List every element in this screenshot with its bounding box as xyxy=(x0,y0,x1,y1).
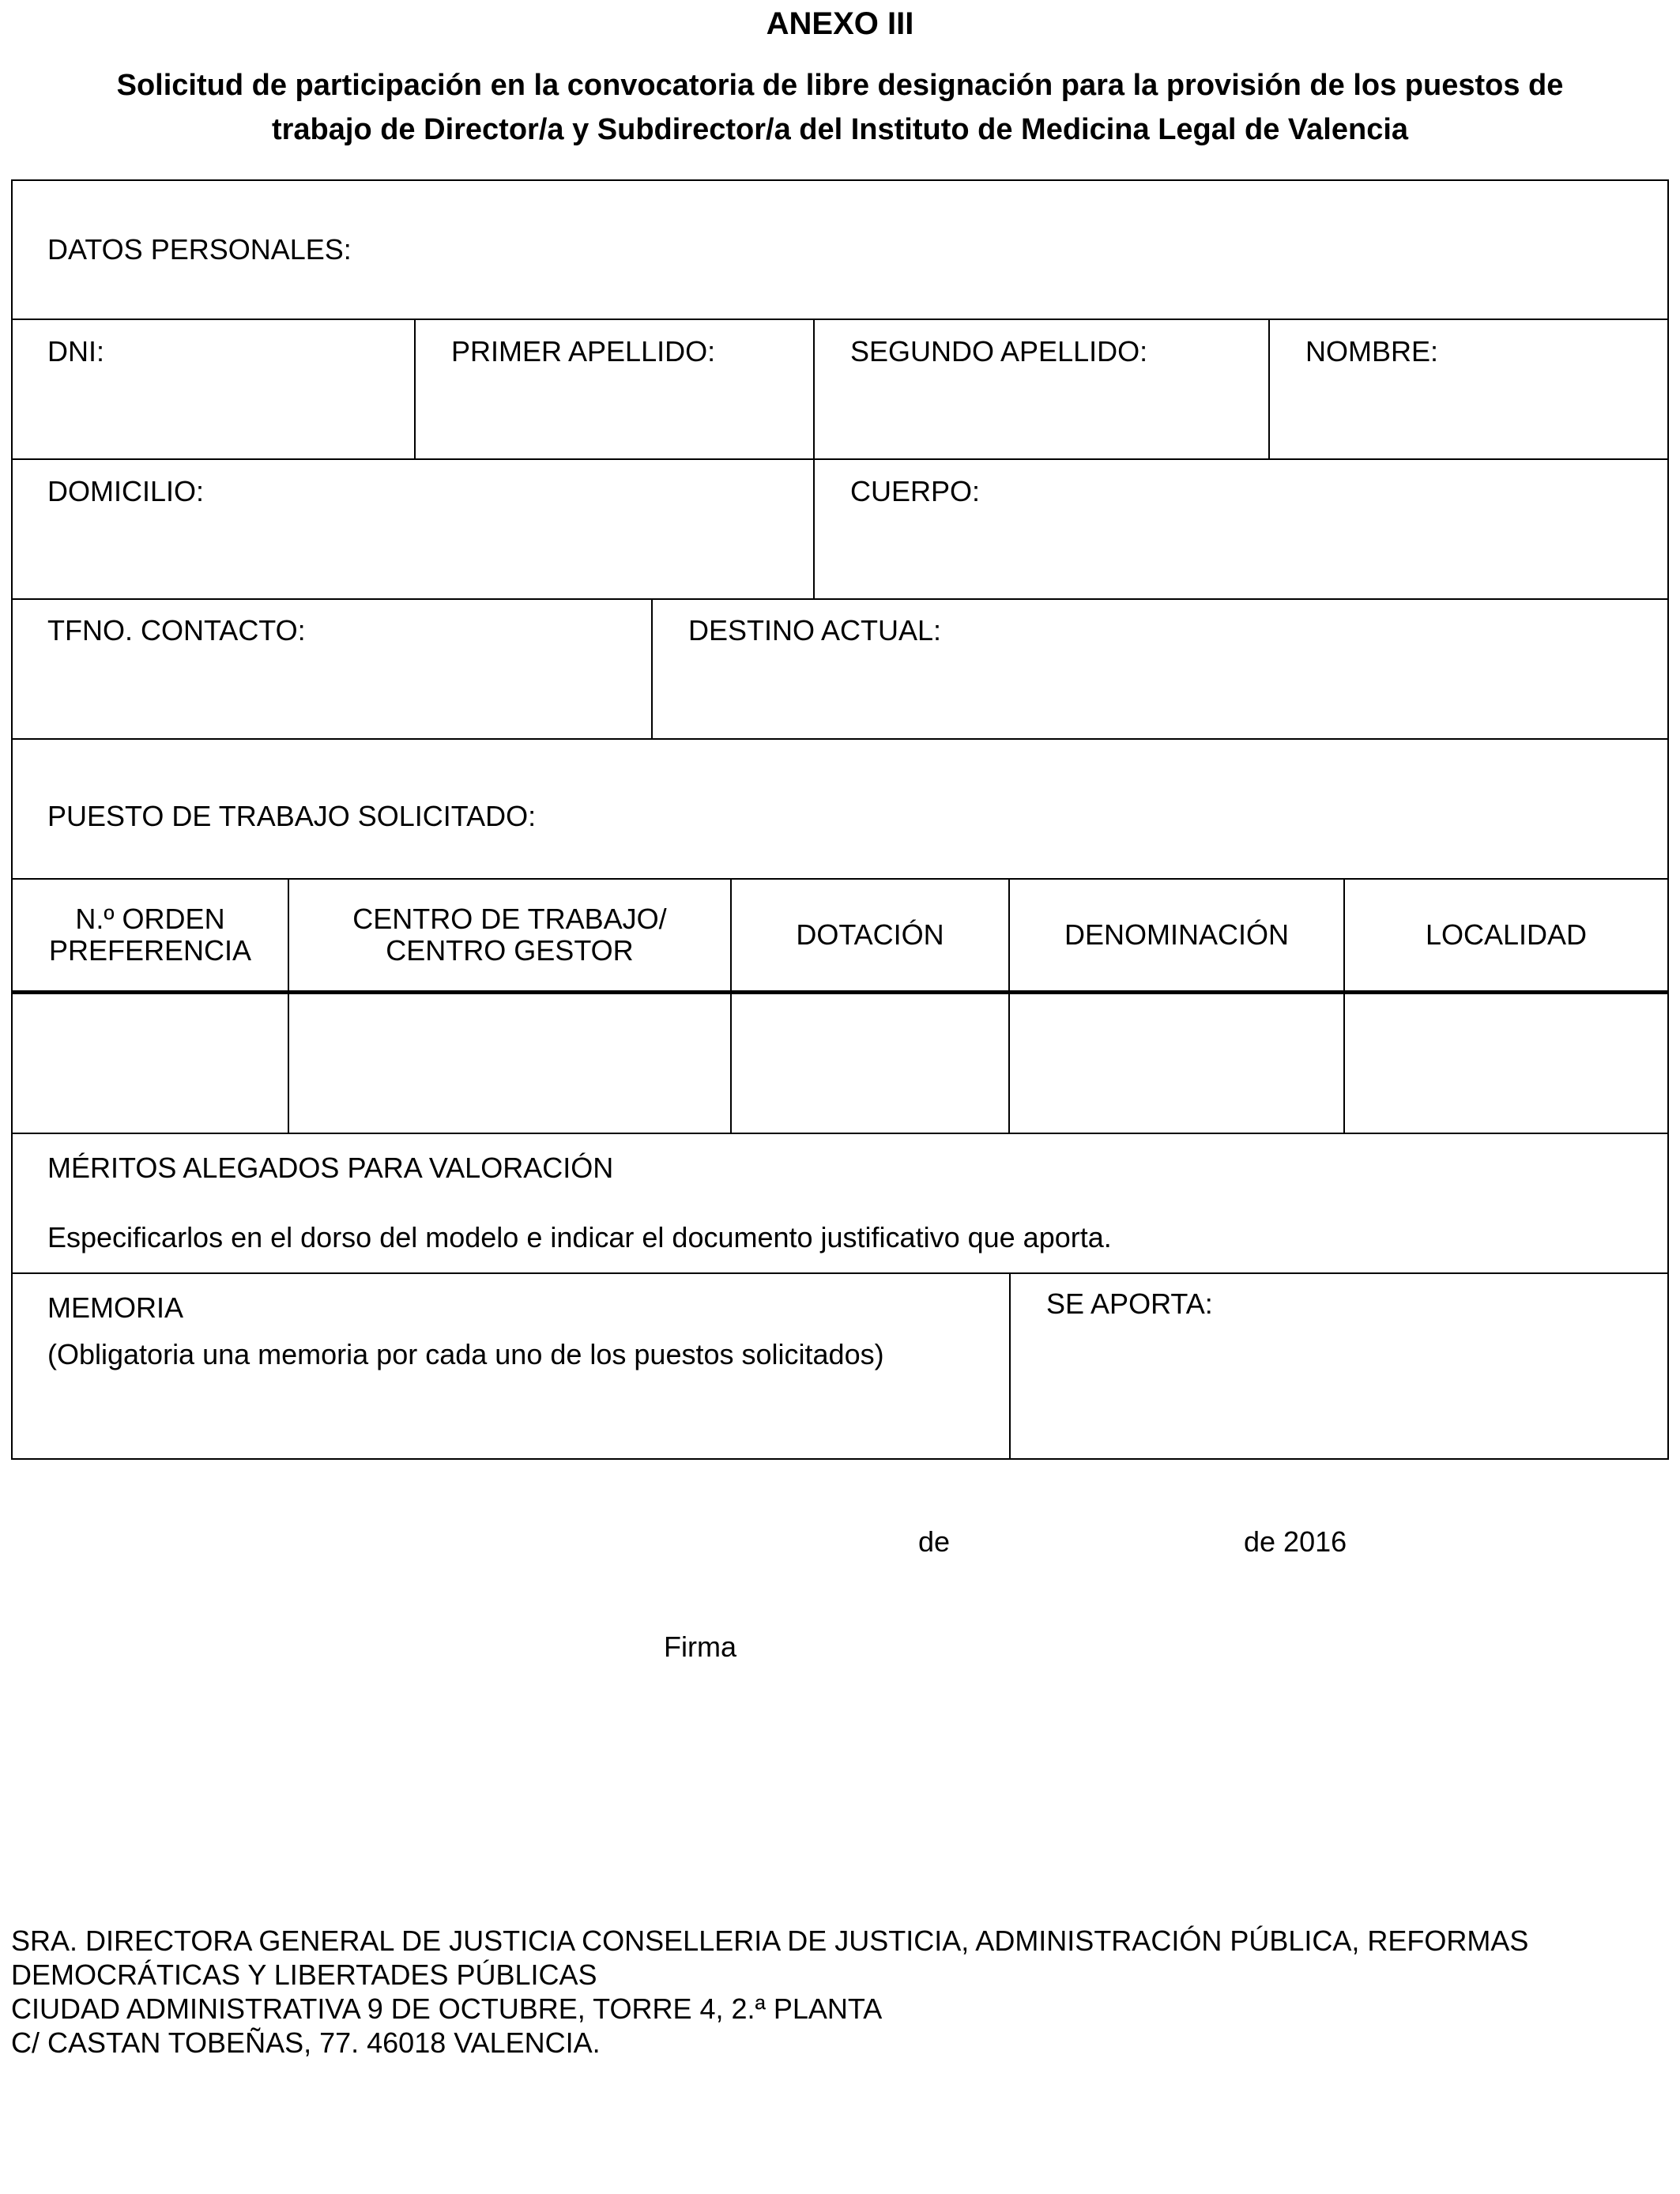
table-cell-localidad[interactable] xyxy=(1345,994,1667,1133)
memoria-title: MEMORIA xyxy=(47,1291,184,1324)
primer-apellido-field[interactable]: PRIMER APELLIDO: xyxy=(451,335,716,368)
row-divider xyxy=(11,598,1669,600)
document-subtitle xyxy=(0,63,1680,152)
row-divider xyxy=(11,458,1669,460)
row-divider xyxy=(11,1272,1669,1274)
memoria-note: (Obligatoria una memoria por cada uno de los puestos solicitados) xyxy=(47,1338,884,1370)
row-divider xyxy=(11,738,1669,740)
header-orden-preferencia: N.º ORDEN PREFERENCIA xyxy=(48,903,252,967)
table-cell-centro[interactable] xyxy=(289,994,730,1133)
form-border-bottom xyxy=(11,1458,1669,1460)
date-year-label: de 2016 xyxy=(1244,1525,1347,1558)
cuerpo-field[interactable]: CUERPO: xyxy=(850,475,981,507)
telefono-field[interactable]: TFNO. CONTACTO: xyxy=(47,614,306,647)
address-line: C/ CASTAN TOBEÑAS, 77. 46018 VALENCIA. xyxy=(11,2026,601,2059)
puesto-solicitado-label: PUESTO DE TRABAJO SOLICITADO: xyxy=(47,800,537,832)
addressee-block xyxy=(11,1924,1528,2060)
date-de-label: de xyxy=(918,1525,951,1558)
meritos-title: MÉRITOS ALEGADOS PARA VALORACIÓN xyxy=(47,1152,614,1184)
datos-personales-label: DATOS PERSONALES: xyxy=(47,233,352,266)
header-dotacion: DOTACIÓN xyxy=(796,918,944,952)
header-denominacion: DENOMINACIÓN xyxy=(1064,918,1289,952)
header-centro-trabajo: CENTRO DE TRABAJO/ CENTRO GESTOR xyxy=(352,903,667,967)
segundo-apellido-field[interactable]: SEGUNDO APELLIDO: xyxy=(850,335,1148,368)
table-cell-orden[interactable] xyxy=(13,994,288,1133)
row-divider xyxy=(11,1133,1669,1134)
dni-field[interactable]: DNI: xyxy=(47,335,104,368)
destino-actual-field[interactable]: DESTINO ACTUAL: xyxy=(688,614,942,647)
subtitle-line-2: trabajo de Director/a y Subdirector/a del Instituto de Medicina Legal de Valencia xyxy=(271,113,1409,146)
address-line: DEMOCRÁTICAS Y LIBERTADES PÚBLICAS xyxy=(11,1958,597,1991)
form-border-left xyxy=(11,179,13,1460)
row-divider xyxy=(11,319,1669,320)
col-divider xyxy=(813,319,815,599)
se-aporta-field[interactable]: SE APORTA: xyxy=(1046,1287,1213,1320)
address-line: CIUDAD ADMINISTRATIVA 9 DE OCTUBRE, TORRE 4, 2.ª PLANTA xyxy=(11,1992,883,2025)
nombre-field[interactable]: NOMBRE: xyxy=(1305,335,1439,368)
col-divider xyxy=(651,598,653,739)
header-localidad: LOCALIDAD xyxy=(1425,918,1588,952)
table-cell-dotacion[interactable] xyxy=(732,994,1008,1133)
table-cell-denominacion[interactable] xyxy=(1010,994,1343,1133)
address-line: SRA. DIRECTORA GENERAL DE JUSTICIA CONSELLERIA DE JUSTICIA, ADMINISTRACIÓN PÚBLICA, REFORMAS xyxy=(11,1924,1529,1957)
col-divider xyxy=(414,319,416,459)
firma-label: Firma xyxy=(664,1630,736,1663)
meritos-instructions: Especificarlos en el dorso del modelo e indicar el documento justificativo que aporta. xyxy=(47,1221,1112,1253)
form-border-right xyxy=(1667,179,1669,1460)
subtitle-line-1: Solicitud de participación en la convocatoria de libre designación para la provisión de los puestos de xyxy=(116,69,1564,102)
form-border-top xyxy=(11,179,1669,181)
annex-title: ANEXO III xyxy=(766,6,914,41)
domicilio-field[interactable]: DOMICILIO: xyxy=(47,475,205,507)
col-divider xyxy=(1268,319,1270,459)
col-divider xyxy=(1009,1272,1011,1459)
